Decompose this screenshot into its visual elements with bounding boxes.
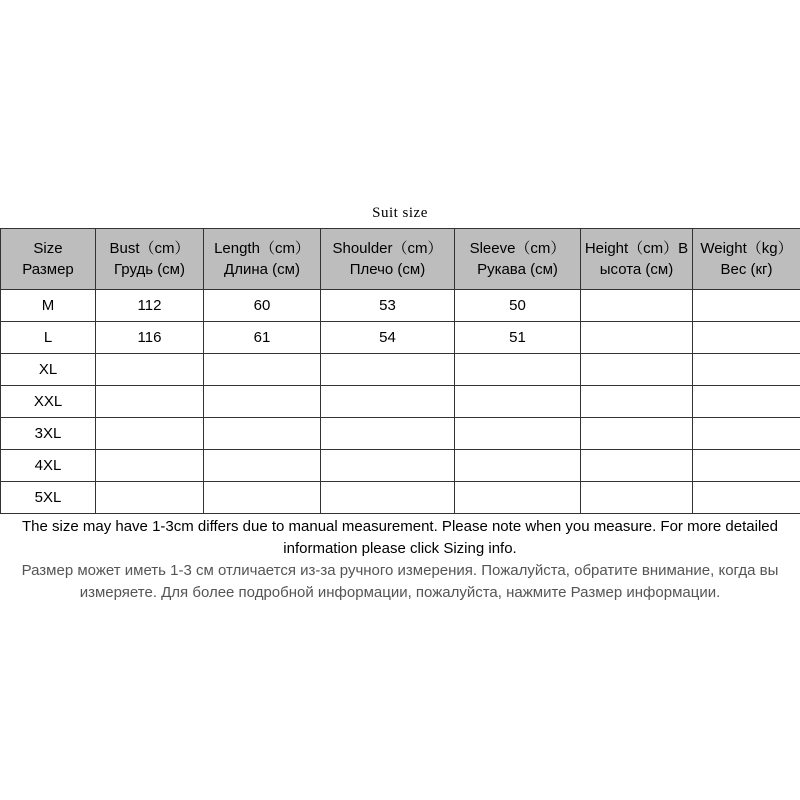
cell-length: 61 bbox=[204, 322, 321, 354]
cell-sleeve: 50 bbox=[455, 290, 581, 322]
cell-weight bbox=[693, 322, 800, 354]
cell-sleeve bbox=[455, 482, 581, 514]
cell-height bbox=[581, 386, 693, 418]
cell-size: XXL bbox=[1, 386, 96, 418]
cell-sleeve bbox=[455, 354, 581, 386]
cell-length bbox=[204, 482, 321, 514]
table-row bbox=[1, 418, 800, 450]
cell-length bbox=[204, 418, 321, 450]
header-size: Size Размер bbox=[1, 229, 96, 290]
header-shoulder: Shoulder（cm） Плечо (см) bbox=[321, 229, 455, 290]
cell-length bbox=[204, 450, 321, 482]
cell-shoulder bbox=[321, 418, 455, 450]
cell-size: XL bbox=[1, 354, 96, 386]
cell-length bbox=[204, 386, 321, 418]
table-row bbox=[1, 322, 800, 354]
cell-bust bbox=[96, 354, 204, 386]
cell-shoulder: 53 bbox=[321, 290, 455, 322]
cell-weight bbox=[693, 482, 800, 514]
cell-weight bbox=[693, 386, 800, 418]
cell-size: M bbox=[1, 290, 96, 322]
cell-weight bbox=[693, 450, 800, 482]
cell-shoulder bbox=[321, 354, 455, 386]
cell-sleeve bbox=[455, 386, 581, 418]
cell-shoulder bbox=[321, 386, 455, 418]
cell-size: L bbox=[1, 322, 96, 354]
header-height: Height（cm）В ысота (см) bbox=[581, 229, 693, 290]
table-row bbox=[1, 386, 800, 418]
table-body bbox=[1, 290, 800, 514]
cell-shoulder bbox=[321, 482, 455, 514]
cell-weight bbox=[693, 354, 800, 386]
table-row bbox=[1, 482, 800, 514]
cell-height bbox=[581, 354, 693, 386]
note-english: The size may have 1-3cm differs due to manual measurement. Please note when you measure. For more detailed information please click Sizing info. bbox=[22, 518, 778, 557]
table-row bbox=[1, 290, 800, 322]
cell-shoulder: 54 bbox=[321, 322, 455, 354]
table-row bbox=[1, 450, 800, 482]
cell-weight bbox=[693, 418, 800, 450]
cell-sleeve bbox=[455, 418, 581, 450]
cell-size: 3XL bbox=[1, 418, 96, 450]
cell-weight bbox=[693, 290, 800, 322]
cell-sleeve bbox=[455, 450, 581, 482]
header-sleeve: Sleeve（cm） Рукава (см) bbox=[455, 229, 581, 290]
cell-height bbox=[581, 322, 693, 354]
table-title: Suit size bbox=[372, 205, 428, 221]
cell-height bbox=[581, 290, 693, 322]
size-table bbox=[0, 228, 800, 514]
cell-size: 4XL bbox=[1, 450, 96, 482]
header-row bbox=[1, 229, 800, 290]
cell-length: 60 bbox=[204, 290, 321, 322]
cell-shoulder bbox=[321, 450, 455, 482]
cell-bust: 116 bbox=[96, 322, 204, 354]
cell-bust bbox=[96, 482, 204, 514]
header-length: Length（cm） Длина (см) bbox=[204, 229, 321, 290]
cell-bust: 112 bbox=[96, 290, 204, 322]
cell-length bbox=[204, 354, 321, 386]
table-row bbox=[1, 354, 800, 386]
cell-bust bbox=[96, 450, 204, 482]
cell-sleeve: 51 bbox=[455, 322, 581, 354]
cell-bust bbox=[96, 386, 204, 418]
cell-height bbox=[581, 482, 693, 514]
cell-bust bbox=[96, 418, 204, 450]
header-weight: Weight（kg） Вес (кг) bbox=[693, 229, 800, 290]
header-bust: Bust（cm） Грудь (см) bbox=[96, 229, 204, 290]
note-russian: Размер может иметь 1-3 см отличается из-за ручного измерения. Пожалуйста, обратите внимание, когда вы измеряете. Для более подробной информации, пожалуйста, нажмите Размер информации. bbox=[21, 562, 779, 601]
cell-height bbox=[581, 418, 693, 450]
cell-height bbox=[581, 450, 693, 482]
cell-size: 5XL bbox=[1, 482, 96, 514]
